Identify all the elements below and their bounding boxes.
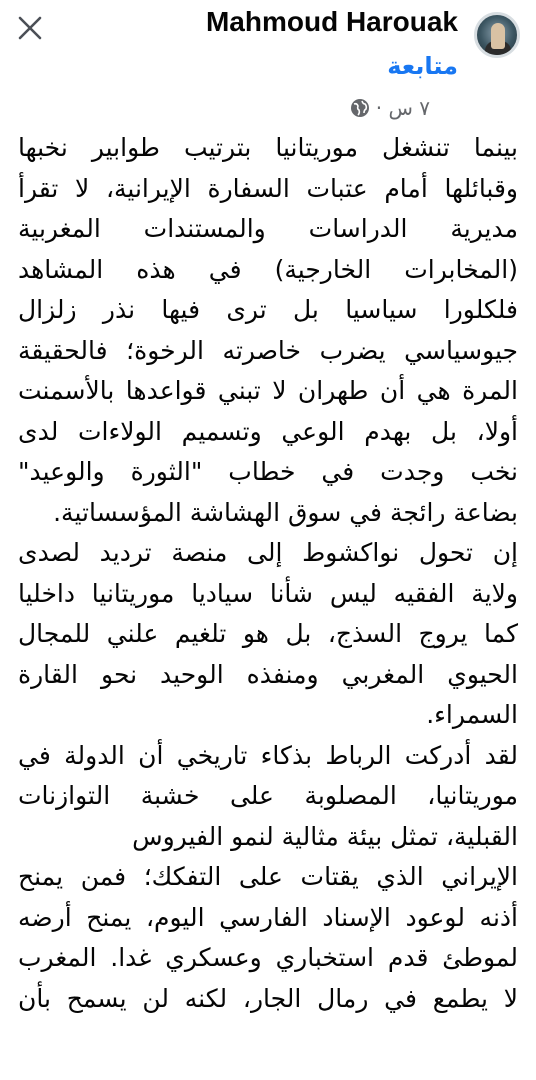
author-name[interactable]: Mahmoud Harouak	[205, 6, 458, 37]
post-text-line: كما يروج السذج، بل هو تلغيم علني للمجال	[18, 619, 518, 648]
post-header	[0, 0, 536, 95]
post-text-line: جيوسياسي يضرب خاصرته الرخوة؛ فالحقيقة	[18, 335, 518, 365]
globe-icon	[350, 98, 370, 118]
close-icon	[17, 15, 43, 41]
post-body	[18, 128, 518, 1019]
post-text-line: ولاية الفقيه ليس شأنا سياديا موريتانيا داخليا	[18, 578, 518, 608]
post-text-line: القبلية، تمثل بيئة مثالية لنمو الفيروس	[132, 821, 518, 851]
avatar[interactable]	[474, 12, 520, 58]
post-text-line: وقبائلها أمام عتبات السفارة الإيرانية، لا تقرأ	[18, 173, 518, 203]
post-timestamp[interactable]: ٧ س ·	[375, 96, 430, 120]
post-text-line: لموطئ قدم استخباري وعسكري غدا. المغرب	[18, 943, 518, 972]
post-text-line: فلكلورا سياسيا بل ترى فيها نذر زلزال	[18, 295, 518, 324]
post-text-line: بضاعة رائجة في سوق الهشاشة المؤسساتية.	[53, 497, 518, 527]
post-text-line: موريتانيا، المصلوبة على خشبة التوازنات	[18, 781, 518, 810]
post-meta	[350, 96, 430, 120]
follow-button[interactable]: متابعة	[387, 52, 458, 80]
post-text-line: نخب وجدت في خطاب "الثورة والوعيد"	[18, 457, 518, 486]
post-text-line: الحيوي المغربي ومنفذه الوحيد نحو القارة	[18, 659, 518, 689]
post-text-line: أولا، بل بهدم الوعي وتسميم الولاءات لدى	[18, 416, 518, 446]
post-text-line: (المخابرات الخارجية) في هذه المشاهد	[18, 254, 518, 284]
post-text-line: لا يطمع في رمال الجار، لكنه لن يسمح بأن	[18, 983, 518, 1013]
post-text-line: الإيراني الذي يقتات على التفكك؛ فمن يمنح	[18, 862, 518, 891]
close-button[interactable]	[12, 10, 48, 46]
post-text-line: بينما تنشغل موريتانيا بترتيب طوابير نخبها	[18, 133, 518, 162]
avatar-face	[491, 23, 505, 49]
post-text-line: السمراء.	[426, 700, 518, 729]
post-text-line: لقد أدركت الرباط بذكاء تاريخي أن الدولة في	[18, 740, 518, 770]
post-text-line: المرة هي أن طهران لا تبني قواعدها بالأسمنت	[18, 376, 518, 405]
post-text-line: أذنه لوعود الإسناد الفارسي اليوم، يمنح أرضه	[18, 902, 518, 932]
post-text-line: مديرية الدراسات والمستندات المغربية	[18, 214, 518, 243]
post-text-line: إن تحول نواكشوط إلى منصة ترديد لصدى	[18, 538, 518, 567]
